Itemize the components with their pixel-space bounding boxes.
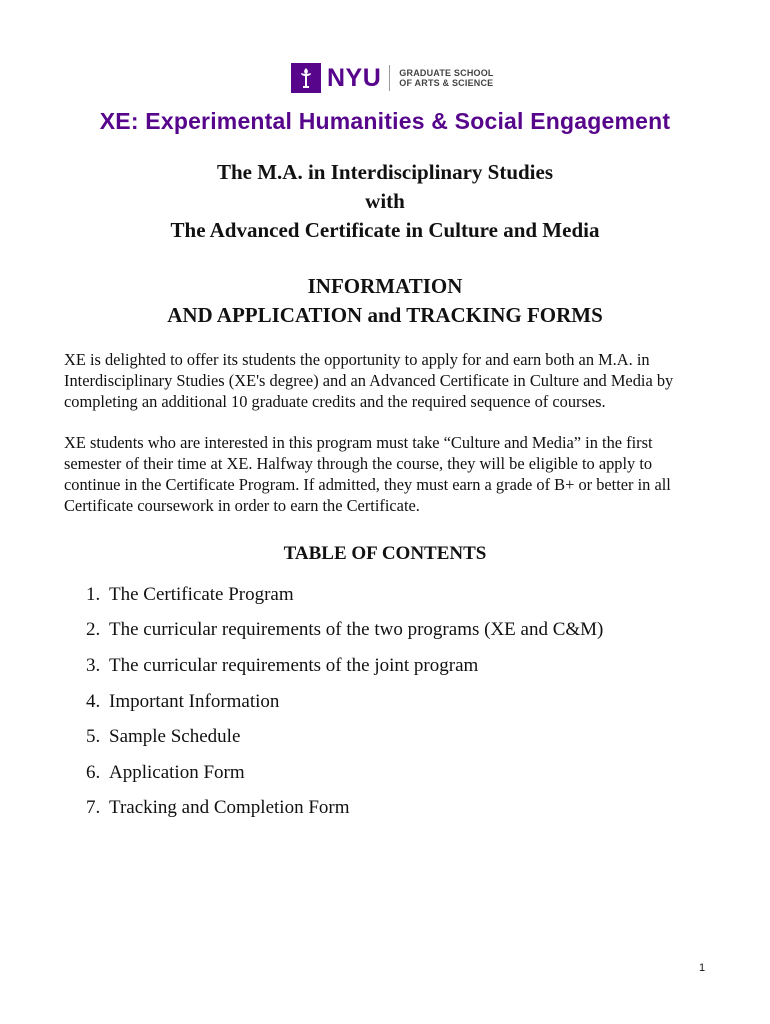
toc-item: 1. The Certificate Program [86,583,294,605]
toc-item-label: Application Form [109,761,245,783]
toc-item-label: Important Information [109,690,280,712]
logo-school-line2: OF ARTS & SCIENCE [399,78,494,88]
logo-brand: NYU [327,64,382,92]
title-line-2: with [365,189,405,213]
document-title [0,158,770,245]
eligibility-paragraph: XE students who are interested in this program must take “Culture and Media” in the first semester of their time at XE. Halfway through the course, they will be eligible to apply to continue in the Certificate Program. If admitted, they must earn a grade of B+ or better in all Certificate coursework in order to earn the Certificate. [64,433,671,515]
logo-school-line1: GRADUATE SCHOOL [399,68,494,78]
table-of-contents [86,577,603,826]
toc-item: 4. Important Information [86,690,280,712]
title-line-1: The M.A. in Interdisciplinary Studies [216,160,554,184]
toc-item: 2. The curricular requirements of the two programs (XE and C&M) [86,619,604,641]
toc-item: 5. Sample Schedule [86,726,241,748]
program-title: XE: Experimental Humanities & Social Engagement [99,108,671,134]
toc-item-label: The curricular requirements of the two programs (XE and C&M) [109,619,604,641]
toc-item-label: The curricular requirements of the joint program [109,654,479,676]
subtitle-line-1: INFORMATION [307,274,463,298]
document-subtitle [0,272,770,330]
toc-item: 3. The curricular requirements of the joint program [86,654,479,676]
toc-item-label: Sample Schedule [109,726,241,748]
toc-item: 7. Tracking and Completion Form [86,797,350,819]
toc-item-label: The Certificate Program [109,583,294,605]
title-line-3: The Advanced Certificate in Culture and Media [170,218,600,242]
nyu-gsas-logo [291,63,494,93]
intro-paragraph: XE is delighted to offer its students the opportunity to apply for and earn both an M.A. in Interdisciplinary Studies (XE's degree) and an Advanced Certificate in Culture and Media by completing an additional 10 graduate credits and the required sequence of courses. [64,350,674,411]
logo-school-name [399,68,493,88]
toc-item: 6. Application Form [86,761,245,783]
toc-title: TABLE OF CONTENTS [283,543,487,564]
logo-divider [389,65,390,91]
subtitle-line-2: AND APPLICATION and TRACKING FORMS [167,303,603,327]
page-number: 1 [699,962,706,974]
torch-icon [291,63,321,93]
toc-item-label: Tracking and Completion Form [109,797,350,819]
